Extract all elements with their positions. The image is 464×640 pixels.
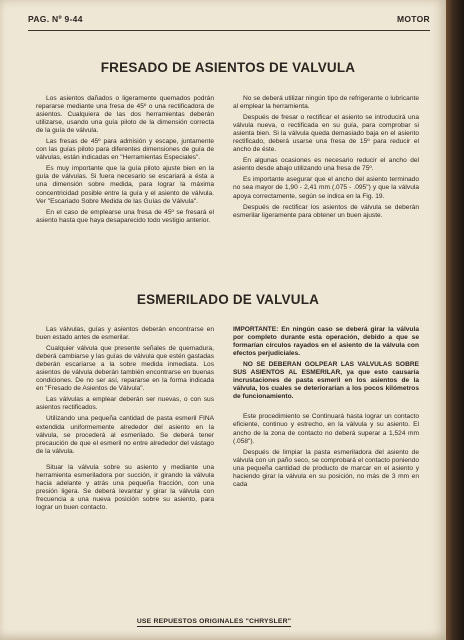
page-number: PAG. Nº 9-44 xyxy=(28,14,83,24)
paragraph: Después de fresar o rectificar el asiento se introducirá una válvula nueva, o rectificada en su guía, para comprobar si asienta bien. Si la válvula queda demasiado baja en el asiento rectificado, deberá usarse una fresa de 15º para reducir el ancho de éste. xyxy=(233,114,419,154)
paragraph: Situar la válvula sobre su asiento y mediante una herramienta esmeriladora por succión, ir girando la válvula hacia adelante y atrás una pequeña fracción, con una presión ligera. Se deberá levantar y girar la válvula con frecuencia a una nueva posición sobre su asiento, para lograr un buen contacto. xyxy=(36,463,214,511)
esmerilado-right-column xyxy=(233,326,419,492)
paragraph: No se deberá utilizar ningún tipo de refrigerante o lubricante al emplear la herramienta. xyxy=(233,95,419,111)
section-title-fresado: FRESADO DE ASIENTOS DE VALVULA xyxy=(100,60,356,75)
esmerilado-left-column xyxy=(36,326,214,515)
paragraph: Los asientos dañados o ligeramente quemados podrán repararse mediante una fresa de 45º o una rectificadora de asientos. Cualquiera de las dos herramientas deberán utilizarse, usando una guía piloto de la dimensión correcta de la guía de válvula. xyxy=(36,95,214,135)
chapter-name: MOTOR xyxy=(397,14,430,24)
paragraph: Es muy importante que la guía piloto ajuste bien en la guía de válvulas. Si fuera necesario se escariará a ésta a una dimensión sobre medida, para lograr la máxima concentricidad posible entre la guía y el asiento de válvula. Ver "Escariado Sobre Medida de las Guías de Válvula". xyxy=(36,165,214,205)
paragraph: Utilizando una pequeña cantidad de pasta esmeril FINA extendida uniformemente alrededor del asiento en la válvula, se procederá al esmerilado. Se deberá tener precaución de que el esmeril no entre alrededor del vástago de la válvula. xyxy=(36,415,214,455)
page-footer xyxy=(0,618,428,625)
section-title-esmerilado: ESMERILADO DE VALVULA xyxy=(136,292,320,307)
paragraph: Este procedimiento se Continuará hasta lograr un contacto eficiente, continuo y estrecho, en la válvula y su asiento. El ancho de la zona de contacto no deberá superar a 1,524 mm (.058"). xyxy=(233,413,419,445)
page-header xyxy=(28,14,430,24)
paragraph: Después de limpiar la pasta esmeriladora del asiento de válvula con un paño seco, se comprobará el contacto poniendo una pequeña cantidad de producto de marcar en el asiento y haciendo girar la válvula en su posición, no más de 3 mm en cada xyxy=(233,448,419,488)
fresado-right-column xyxy=(233,95,419,223)
paragraph: Las fresas de 45º para admisión y escape, juntamente con las guías piloto para diferentes dimensiones de guía de válvulas, están indicadas en "Herramientas Especiales". xyxy=(36,138,214,162)
paragraph: Después de rectificar los asientos de válvula se deberán esmerilar ligeramente para obtener un buen ajuste. xyxy=(233,203,419,219)
paragraph: Las válvulas a emplear deberán ser nuevas, o con sus asientos rectificados. xyxy=(36,396,214,412)
paragraph: En algunas ocasiones es necesario reducir el ancho del asiento desde abajo utilizando una fresa de 75º. xyxy=(233,157,419,173)
footer-text: USE REPUESTOS ORIGINALES "CHRYSLER" xyxy=(136,618,292,625)
book-edge xyxy=(446,0,464,640)
important-note: IMPORTANTE: En ningún caso se deberá girar la válvula por completo durante esta operación, debido a que se formarían círculos rayados en el asiento de la válvula con efectos perjudiciales. xyxy=(233,326,419,358)
fresado-left-column xyxy=(36,95,214,228)
paragraph: Las válvulas, guías y asientos deberán encontrarse en buen estado antes de esmerilar. xyxy=(36,326,214,342)
paragraph: Es importante asegurar que el ancho del asiento terminado no sea mayor de 1,90 - 2,41 mm (.075 - .095") y que la válvula apoya correctamente, según se indica en la Fig. 19. xyxy=(233,176,419,200)
paragraph: Cualquier válvula que presente señales de quemadura, deberá cambiarse y las guías de válvula que estén gastadas deberán escariarse a la sobre medida inmediata. Los asientos de válvula deberán también encontrarse en buenas condiciones. De no ser así, repararse en la forma indicada en "Fresado de Asientos de Válvula". xyxy=(36,345,214,393)
warning-note: NO SE DEBERAN GOLPEAR LAS VALVULAS SOBRE SUS ASIENTOS AL ESMERILAR, ya que esto causaría incrustaciones de pasta esmeril en los asientos de la válvula, los cuales se deteriorarían a los pocos kilómetros de funcionamiento. xyxy=(233,361,419,401)
paragraph: En el caso de emplearse una fresa de 45º se fresará el asiento hasta que haya desaparecido todo vestigio anterior. xyxy=(36,208,214,224)
header-rule xyxy=(28,30,430,31)
